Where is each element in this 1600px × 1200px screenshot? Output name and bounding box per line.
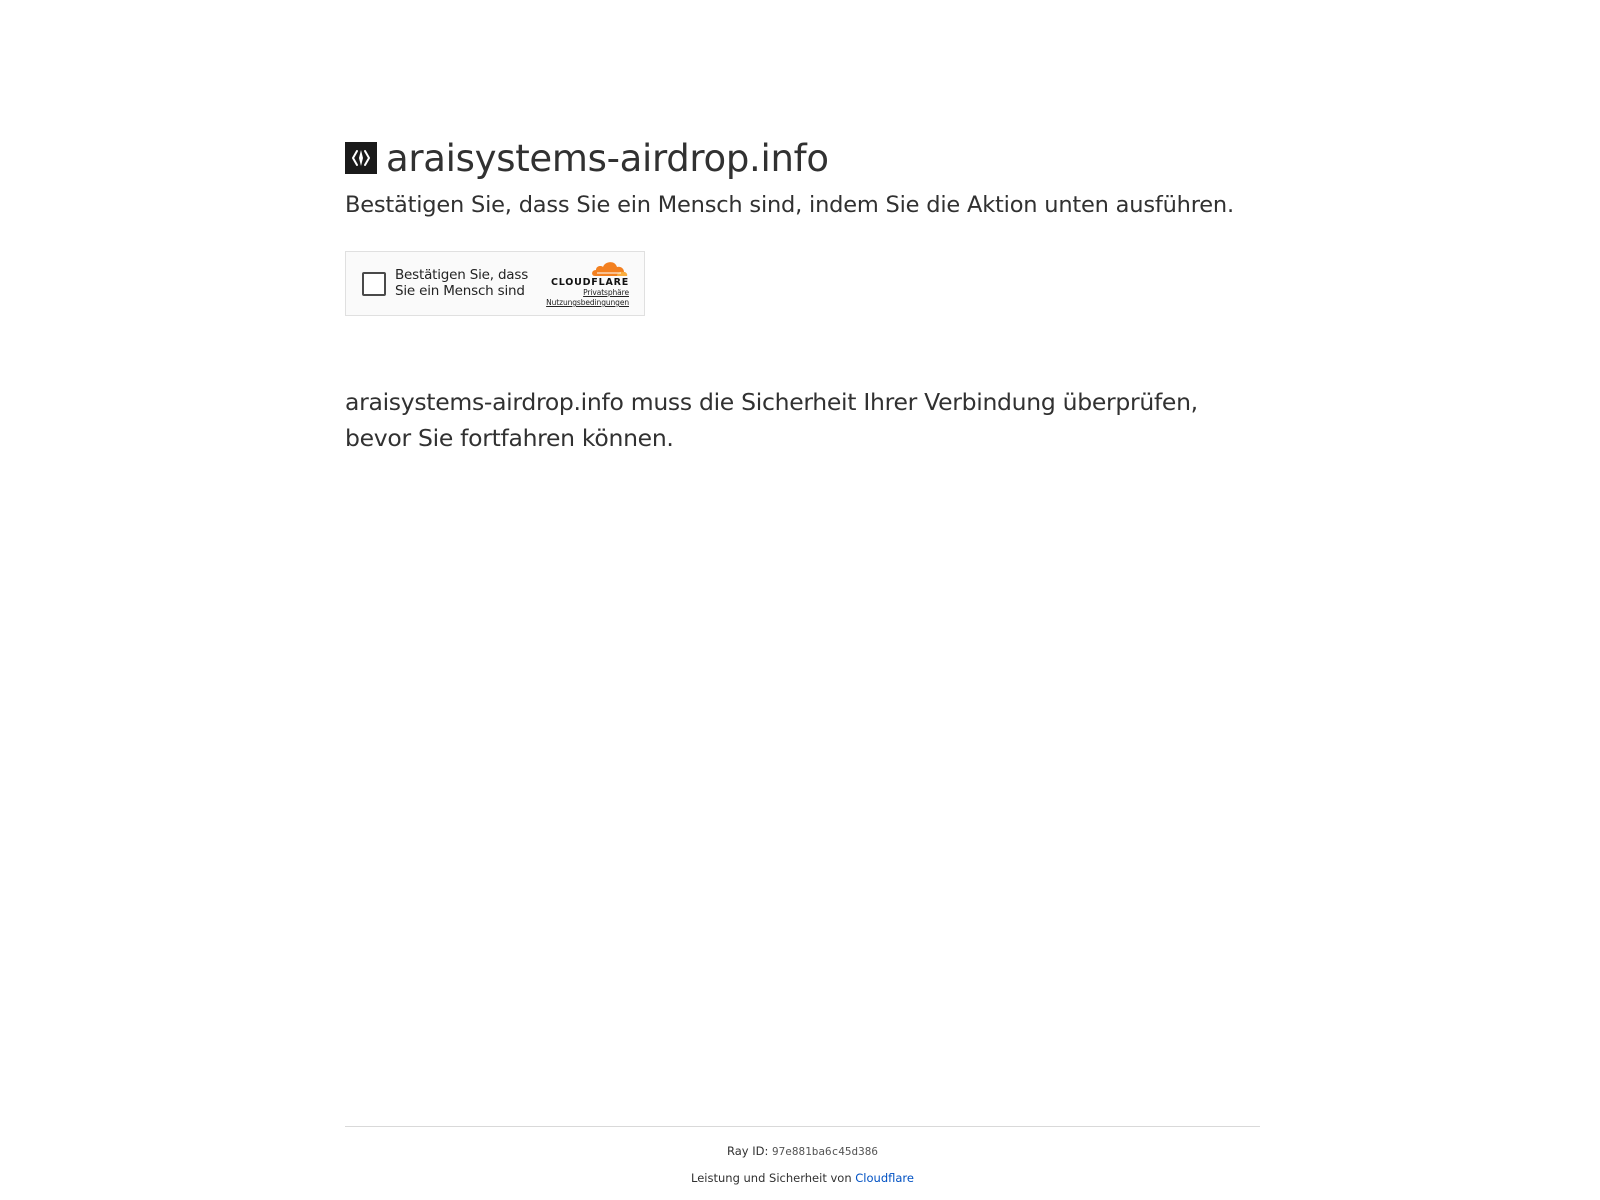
page-subtitle: Bestätigen Sie, dass Sie ein Mensch sind, indem Sie die Aktion unten ausführen. (345, 192, 1234, 218)
checkbox-icon[interactable] (362, 272, 386, 296)
terms-link[interactable]: Nutzungsbedingungen (546, 298, 629, 307)
page-title: araisystems-airdrop.info (386, 136, 829, 180)
main-content (345, 134, 1260, 456)
page-header (345, 134, 1260, 182)
cloudflare-link[interactable]: Cloudflare (855, 1171, 914, 1185)
checkbox-label-line2: Sie ein Mensch sind (395, 283, 525, 299)
checkbox-label-line1: Bestätigen Sie, dass (395, 267, 529, 283)
performance-text: Leistung und Sicherheit von (691, 1171, 852, 1185)
site-favicon-icon (345, 142, 377, 174)
performance-line (345, 1171, 1260, 1185)
ray-id-value: 97e881ba6c45d386 (772, 1145, 878, 1158)
cloudflare-branding (529, 258, 629, 308)
privacy-link[interactable]: Privatsphäre (583, 288, 629, 297)
ray-id-label: Ray ID: (727, 1144, 769, 1158)
turnstile-widget (345, 251, 645, 316)
footer (345, 1126, 1260, 1185)
cloudflare-cloud-icon (589, 258, 629, 278)
ray-id-line (345, 1144, 1260, 1159)
cloudflare-wordmark: CLOUDFLARE (550, 277, 629, 288)
checkbox-label[interactable] (395, 267, 535, 299)
security-description: araisystems-airdrop.info muss die Sicherheit Ihrer Verbindung überprüfen, bevor Sie fortfahren können. (345, 388, 1198, 452)
